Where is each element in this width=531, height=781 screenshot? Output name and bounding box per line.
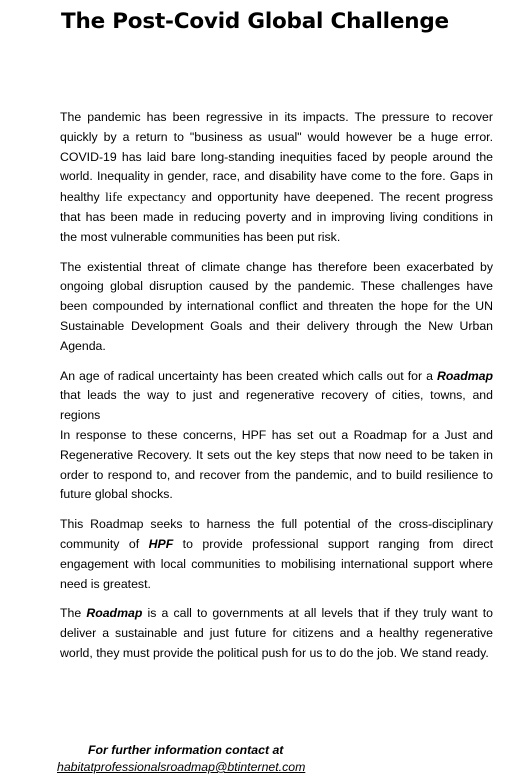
paragraph-1-text-a: The pandemic has been regressive in its impacts. The pressure to recover quickly by a return to "business as usual" would however be a huge error. COVID-19 has laid bare long-standing inequities faced by people around the world. Inequality in gender, race, and disability have come to the fore. Gaps in healthy (60, 110, 493, 205)
paragraph-5 (60, 515, 493, 594)
paragraph-6-emphasis: Roadmap (86, 606, 143, 621)
paragraph-5-emphasis: HPF (148, 536, 174, 551)
paragraph-6-text-b: is a call to governments at all levels that if they truly want to deliver a sustainable and just future for citizens and a healthy regenerative world, they must provide the political push for us to do the job. We stand ready. (60, 606, 494, 660)
paragraph-1-text-b: and opportunity have deepened. The recent progress that has been made in reducing poverty and in improving living conditions in the most vulnerable communities has been put risk. (60, 190, 493, 244)
paragraph-2: The existential threat of climate change has therefore been exacerbated by ongoing global disruption caused by the pandemic. These challenges have been compounded by international conflict and threaten the hope for the UN Sustainable Development Goals and their delivery through the New Urban Agenda. (60, 259, 493, 353)
paragraph-1 (60, 108, 493, 248)
paragraph-3-emphasis: Roadmap (436, 368, 493, 383)
paragraph-3 (60, 367, 493, 426)
body-text (60, 108, 493, 674)
paragraph-6 (60, 604, 493, 663)
paragraph-1-serif-phrase: life expectancy (105, 189, 187, 205)
paragraph-5-text-b: to provide professional support ranging from direct engagement with local communities to mobilising international support where need is greatest. (60, 536, 493, 591)
paragraph-3-text-a: An age of radical uncertainty has been created which calls out for a (60, 368, 437, 383)
contact-email-link[interactable]: habitatprofessionalsroadmap@btinternet.com (57, 760, 306, 774)
contact-footer (57, 742, 357, 776)
paragraph-4: In response to these concerns, HPF has set out a Roadmap for a Just and Regenerative Recovery. It sets out the key steps that now need to be taken in order to respond to, and recover from the pandemic, and to build resilience to future global shocks. (60, 427, 493, 502)
paragraph-6-text-a: The (60, 606, 87, 621)
page-title: The Post-Covid Global Challenge (61, 9, 449, 34)
contact-label: For further information contact at (88, 743, 284, 757)
paragraph-3-text-b: that leads the way to just and regenerative recovery of cities, towns, and regions (60, 388, 493, 423)
paragraph-5-text-a: This Roadmap seeks to harness the full potential of the cross-disciplinary community of (60, 517, 493, 551)
